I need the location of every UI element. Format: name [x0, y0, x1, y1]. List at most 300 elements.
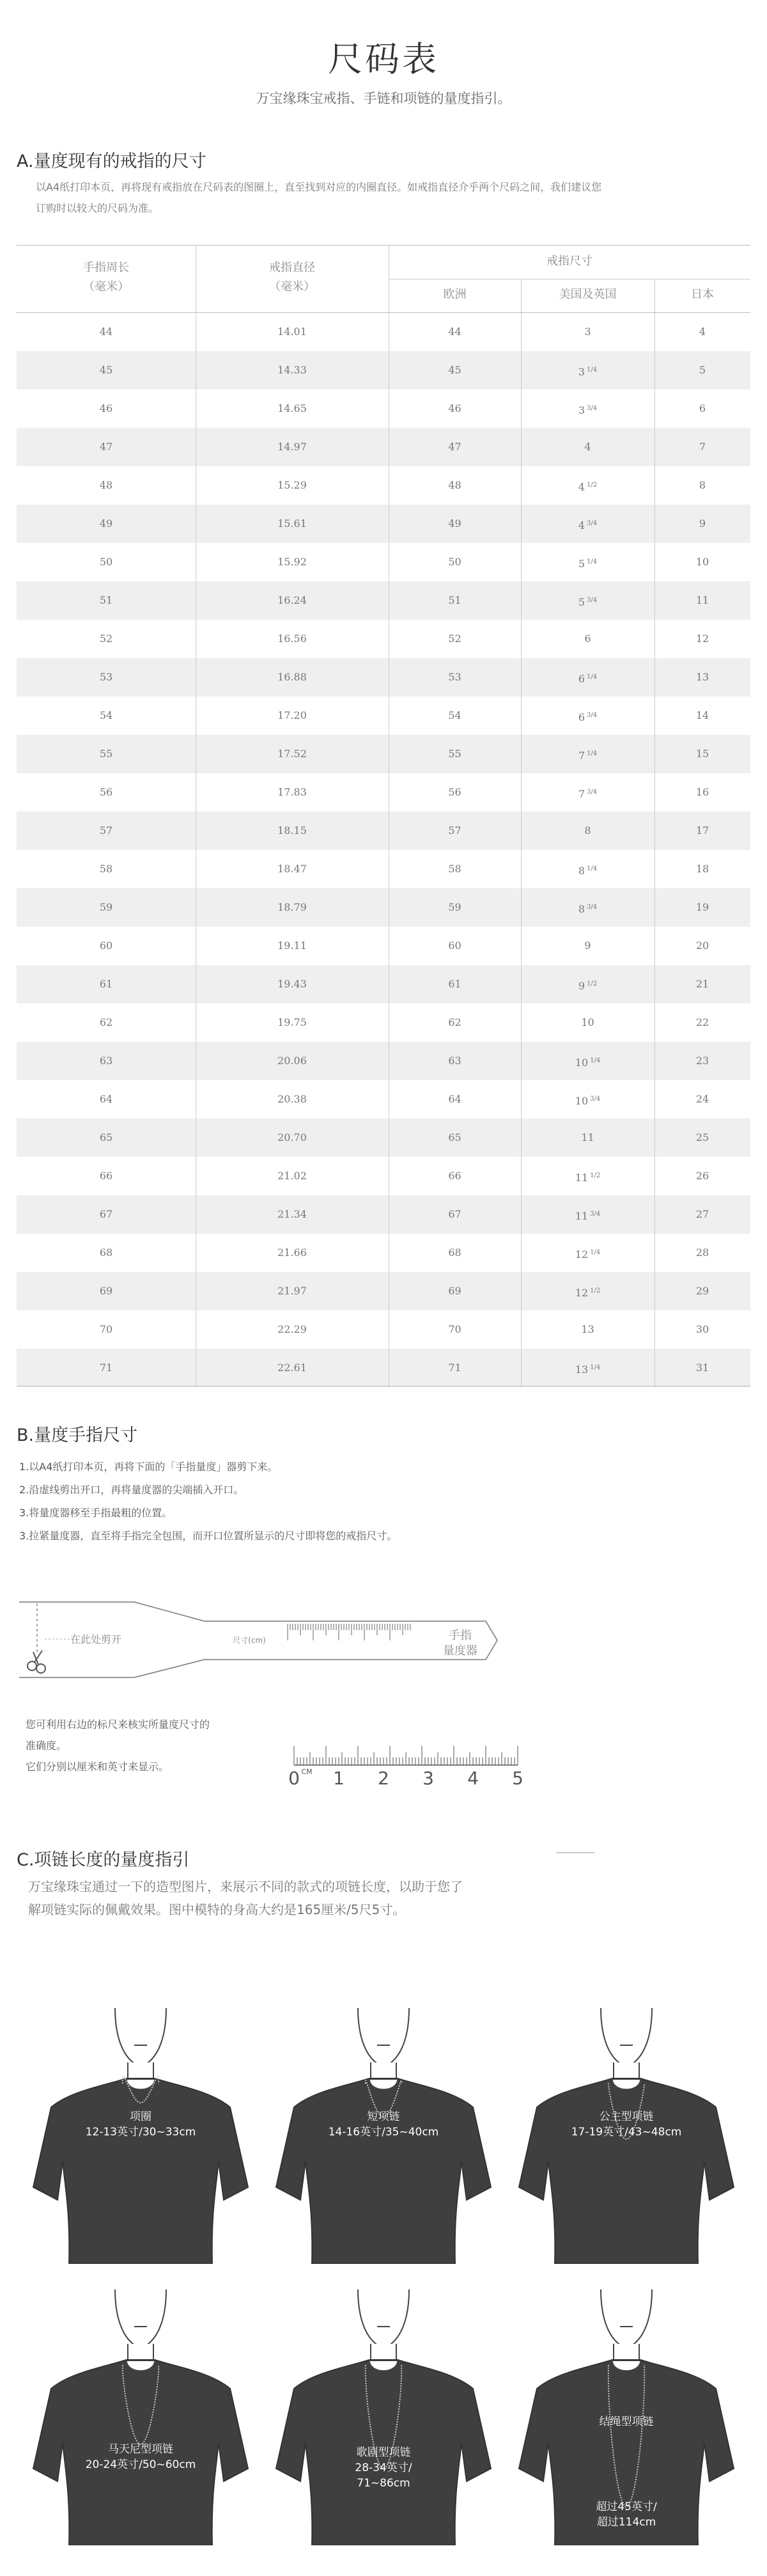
- cell-us-value: 12: [575, 1287, 589, 1299]
- cell-us-value: 12: [575, 1248, 589, 1261]
- divider: [521, 735, 522, 773]
- cell-diameter: [196, 620, 389, 658]
- cell-jp-value: 28: [695, 1246, 709, 1259]
- cell-us-fraction: 3/4: [590, 1211, 601, 1218]
- cell-circumference-value: 65: [99, 1131, 113, 1143]
- cell-jp-value: 22: [695, 1016, 709, 1028]
- cell-us-fraction: 1/2: [587, 980, 598, 987]
- necklace-type-label: 马天尼型项链: [108, 2443, 173, 2456]
- cell-jp: [655, 505, 750, 543]
- cell-jp: [655, 888, 750, 927]
- ruler-number: 1: [333, 1768, 345, 1789]
- cell-circumference: [17, 696, 196, 735]
- table-row: [17, 927, 750, 965]
- table-header: [17, 245, 750, 313]
- cell-jp-value: 15: [695, 748, 709, 760]
- cell-eu-value: 52: [448, 632, 461, 645]
- table-row: [17, 1310, 750, 1349]
- cell-eu: [389, 1042, 521, 1080]
- cell-circumference: [17, 927, 196, 965]
- cell-circumference: [17, 313, 196, 351]
- cell-jp: [655, 620, 750, 658]
- cell-circumference-value: 46: [99, 402, 113, 414]
- cell-eu: [389, 313, 521, 351]
- cell-us: [521, 888, 655, 927]
- ruler-numbers: [333, 1768, 523, 1789]
- step-3: 3.将量度器移至手指最粗的位置。: [19, 1507, 173, 1519]
- cell-eu-value: 49: [448, 517, 461, 530]
- cell-diameter: [196, 850, 389, 888]
- cell-us: [521, 850, 655, 888]
- divider: [521, 1310, 522, 1349]
- cell-us-fraction: 3/4: [587, 405, 598, 412]
- divider: [521, 888, 522, 927]
- cell-circumference: [17, 389, 196, 428]
- table-row: [17, 850, 750, 888]
- cell-circumference-value: 61: [99, 978, 113, 990]
- cell-circumference: [17, 965, 196, 1003]
- cell-us-value: 11: [575, 1210, 589, 1222]
- cell-diameter-value: 14.97: [277, 441, 307, 453]
- necklace-length-label-2: 超过114cm: [596, 2516, 656, 2529]
- cell-jp: [655, 313, 750, 351]
- cell-circumference-value: 58: [99, 863, 113, 875]
- step-4: 3.拉紧量度器，直至将手指完全包围，而开口位置所显示的尺寸即将您的戒指尺寸。: [19, 1530, 398, 1542]
- cell-us: [521, 773, 655, 812]
- cell-diameter: [196, 1003, 389, 1042]
- cell-jp-value: 19: [695, 901, 709, 913]
- divider: [521, 1272, 522, 1310]
- ruler-ticks: [294, 1746, 518, 1765]
- cell-us: [521, 658, 655, 696]
- divider: [521, 389, 522, 428]
- cell-jp: [655, 543, 750, 581]
- table-row: [17, 466, 750, 505]
- cell-us: [521, 696, 655, 735]
- cell-us-value: 6: [584, 632, 591, 645]
- necklace-figure: [505, 1995, 748, 2264]
- divider: [521, 505, 522, 543]
- cell-us-value: 6: [578, 673, 585, 685]
- cell-circumference-value: 52: [99, 632, 113, 645]
- cell-eu-value: 54: [448, 709, 461, 721]
- cell-us-value: 5: [578, 558, 585, 570]
- cell-eu-value: 65: [448, 1131, 461, 1143]
- cell-us: [521, 1349, 655, 1387]
- divider: [521, 313, 522, 351]
- cell-circumference-value: 62: [99, 1016, 113, 1028]
- cell-diameter-value: 17.20: [277, 709, 307, 721]
- cell-jp: [655, 773, 750, 812]
- cell-jp-value: 27: [695, 1208, 709, 1220]
- cell-us-value: 6: [578, 711, 585, 723]
- cell-diameter: [196, 735, 389, 773]
- section-a-title: A.量度现有的戒指的尺寸: [17, 152, 206, 171]
- cell-eu-value: 48: [448, 479, 461, 491]
- cell-diameter-value: 21.97: [277, 1285, 307, 1297]
- table-row: [17, 1195, 750, 1234]
- cell-eu-value: 59: [448, 901, 461, 913]
- cell-diameter: [196, 389, 389, 428]
- cell-jp: [655, 581, 750, 620]
- necklace-figure: [19, 2277, 262, 2545]
- table-body: [17, 313, 750, 1387]
- cell-jp-value: 13: [695, 671, 709, 683]
- cell-eu-value: 58: [448, 863, 461, 875]
- header-ring-size: 戒指尺寸: [546, 255, 593, 268]
- cell-jp: [655, 1234, 750, 1272]
- cell-us-value: 3: [584, 326, 591, 338]
- cell-us: [521, 313, 655, 351]
- cell-eu-value: 64: [448, 1093, 461, 1105]
- header-eu: 欧洲: [443, 288, 467, 301]
- table-row: [17, 812, 750, 850]
- cell-eu: [389, 1080, 521, 1119]
- header-circumference-unit: （毫米）: [83, 280, 129, 294]
- cell-jp: [655, 658, 750, 696]
- cell-circumference-value: 54: [99, 709, 113, 721]
- cell-diameter: [196, 581, 389, 620]
- cell-eu: [389, 850, 521, 888]
- cell-diameter: [196, 927, 389, 965]
- cell-jp: [655, 1310, 750, 1349]
- table-row: [17, 620, 750, 658]
- section-c-note-line1: 万宝缘珠宝通过一下的造型图片，来展示不同的款式的项链长度，以助于您了: [28, 1879, 463, 1894]
- cell-eu: [389, 658, 521, 696]
- cell-circumference: [17, 1080, 196, 1119]
- necklace-type-label: 歌剧型项链: [356, 2446, 411, 2459]
- divider: [521, 1003, 522, 1042]
- cell-jp: [655, 389, 750, 428]
- cell-jp: [655, 850, 750, 888]
- table-row: [17, 735, 750, 773]
- cell-us-fraction: 1/4: [590, 1364, 601, 1371]
- cell-circumference: [17, 543, 196, 581]
- cell-circumference-value: 44: [99, 326, 113, 338]
- cell-us: [521, 505, 655, 543]
- decor-line: [556, 1852, 594, 1853]
- cell-us-value: 7: [578, 788, 585, 800]
- cell-diameter: [196, 1119, 389, 1157]
- cell-diameter-value: 19.75: [277, 1016, 307, 1028]
- necklace-figure: [262, 1995, 505, 2264]
- cell-us-value: 5: [578, 596, 585, 608]
- cell-us: [521, 428, 655, 466]
- section-c-note: [28, 1875, 667, 1921]
- cell-us-fraction: 1/4: [590, 1057, 601, 1064]
- header-circumference-label: 手指周长: [83, 261, 129, 274]
- cell-jp-value: 18: [695, 863, 709, 875]
- cell-circumference: [17, 1310, 196, 1349]
- necklace-length-label: 17-19英寸/43~48cm: [571, 2126, 682, 2139]
- cell-diameter: [196, 1195, 389, 1234]
- table-row: [17, 1042, 750, 1080]
- cell-circumference-value: 59: [99, 901, 113, 913]
- cell-circumference-value: 48: [99, 479, 113, 491]
- cell-eu: [389, 351, 521, 389]
- cell-us: [521, 543, 655, 581]
- necklace-type-label: 短项链: [367, 2110, 400, 2123]
- cell-us: [521, 1310, 655, 1349]
- section-a-note-line2: 订购时以较大的尺码为准。: [36, 202, 159, 214]
- cell-us-fraction: 3/4: [590, 1096, 601, 1103]
- cell-us: [521, 351, 655, 389]
- cell-eu-value: 71: [448, 1362, 461, 1374]
- table-row: [17, 773, 750, 812]
- cell-eu: [389, 581, 521, 620]
- cell-circumference: [17, 620, 196, 658]
- cell-circumference: [17, 812, 196, 850]
- cell-eu-value: 57: [448, 824, 461, 836]
- cell-us-fraction: 1/4: [587, 865, 598, 872]
- divider: [521, 620, 522, 658]
- ruler-number: 3: [422, 1768, 434, 1789]
- cell-circumference-value: 57: [99, 824, 113, 836]
- table-row: [17, 505, 750, 543]
- cell-circumference: [17, 658, 196, 696]
- cell-circumference-value: 60: [99, 939, 113, 952]
- cell-diameter: [196, 1349, 389, 1387]
- cell-eu: [389, 1157, 521, 1195]
- cell-jp-value: 21: [695, 978, 709, 990]
- cell-us-fraction: 1/4: [587, 558, 598, 565]
- necklace-type-label: 结绳型项链: [599, 2415, 654, 2428]
- table-row: [17, 389, 750, 428]
- cell-us-value: 8: [578, 865, 585, 877]
- cell-circumference: [17, 1195, 196, 1234]
- cell-diameter: [196, 466, 389, 505]
- tool-unit-label: 尺寸(cm): [233, 1636, 266, 1645]
- necklace-type-label: 公主型项链: [599, 2110, 654, 2123]
- cell-us-value: 4: [578, 519, 585, 531]
- cell-diameter: [196, 812, 389, 850]
- cell-jp-value: 24: [695, 1093, 709, 1105]
- cell-diameter-value: 17.52: [277, 748, 307, 760]
- cell-circumference-value: 64: [99, 1093, 113, 1105]
- cell-us: [521, 389, 655, 428]
- cell-jp-value: 9: [699, 517, 706, 530]
- cell-jp-value: 10: [695, 556, 709, 568]
- cell-jp: [655, 1080, 750, 1119]
- cell-jp-value: 14: [695, 709, 709, 721]
- cell-circumference-value: 66: [99, 1170, 113, 1182]
- cell-diameter: [196, 1080, 389, 1119]
- ruler-unit: CM: [301, 1768, 313, 1776]
- cell-jp: [655, 1157, 750, 1195]
- step-2: 2.沿虚线剪出开口，再将量度器的尖端插入开口。: [19, 1484, 244, 1496]
- cell-diameter-value: 16.88: [277, 671, 307, 683]
- cell-jp-value: 20: [695, 939, 709, 952]
- cell-diameter-value: 20.70: [277, 1131, 307, 1143]
- cell-diameter-value: 21.66: [277, 1246, 307, 1259]
- cell-us: [521, 620, 655, 658]
- ring-size-table: [17, 245, 750, 1387]
- necklace-length-label: 12-13英寸/30~33cm: [85, 2126, 196, 2139]
- table-row: [17, 543, 750, 581]
- header-circumference: [17, 258, 196, 297]
- cell-eu-value: 68: [448, 1246, 461, 1259]
- section-a-note: [36, 177, 752, 219]
- cell-diameter: [196, 773, 389, 812]
- cell-circumference: [17, 773, 196, 812]
- cell-circumference: [17, 581, 196, 620]
- cell-diameter: [196, 428, 389, 466]
- table-row: [17, 1272, 750, 1310]
- cell-diameter-value: 20.38: [277, 1093, 307, 1105]
- cell-diameter: [196, 313, 389, 351]
- cell-jp: [655, 696, 750, 735]
- ruler-zero: 0: [288, 1768, 300, 1789]
- cell-eu: [389, 1195, 521, 1234]
- cell-circumference-value: 50: [99, 556, 113, 568]
- cell-jp-value: 6: [699, 402, 706, 414]
- cell-eu: [389, 620, 521, 658]
- cell-jp: [655, 466, 750, 505]
- cell-circumference: [17, 351, 196, 389]
- table-row: [17, 1080, 750, 1119]
- cell-eu: [389, 1272, 521, 1310]
- cell-diameter-value: 20.06: [277, 1055, 307, 1067]
- cell-diameter: [196, 543, 389, 581]
- cell-diameter: [196, 1042, 389, 1080]
- table-row: [17, 313, 750, 351]
- cell-eu: [389, 1234, 521, 1272]
- cell-us-fraction: 3/4: [587, 520, 598, 527]
- finger-measure-tool: [19, 1596, 505, 1679]
- table-row: [17, 428, 750, 466]
- necklace-length-label: 超过45英寸/: [596, 2501, 657, 2513]
- divider: [521, 773, 522, 812]
- header-diameter-label: 戒指直径: [269, 261, 315, 274]
- divider: [521, 1349, 522, 1387]
- ruler-note: [26, 1714, 210, 1777]
- cell-jp-value: 25: [695, 1131, 709, 1143]
- cell-us-value: 9: [584, 939, 591, 952]
- ruler-number: 4: [467, 1768, 479, 1789]
- cell-diameter: [196, 1272, 389, 1310]
- cell-jp: [655, 965, 750, 1003]
- cell-circumference: [17, 1349, 196, 1387]
- divider: [521, 1157, 522, 1195]
- cell-eu: [389, 466, 521, 505]
- cell-diameter-value: 18.15: [277, 824, 307, 836]
- reference-ruler: [281, 1720, 531, 1791]
- cell-eu: [389, 543, 521, 581]
- cell-circumference: [17, 850, 196, 888]
- tool-name-label-2: 量度器: [443, 1644, 477, 1658]
- cell-us-value: 8: [578, 903, 585, 915]
- cell-jp-value: 17: [695, 824, 709, 836]
- cell-jp: [655, 1119, 750, 1157]
- cell-circumference: [17, 1119, 196, 1157]
- cell-circumference: [17, 1272, 196, 1310]
- cell-jp: [655, 1272, 750, 1310]
- cell-jp: [655, 1003, 750, 1042]
- cell-circumference: [17, 505, 196, 543]
- cell-circumference: [17, 428, 196, 466]
- cell-us-value: 11: [575, 1172, 589, 1184]
- cell-us: [521, 1042, 655, 1080]
- cell-jp: [655, 1349, 750, 1387]
- cell-circumference-value: 51: [99, 594, 113, 606]
- divider: [521, 351, 522, 389]
- table-row: [17, 658, 750, 696]
- cell-diameter-value: 19.43: [277, 978, 307, 990]
- cell-diameter: [196, 658, 389, 696]
- cell-jp: [655, 927, 750, 965]
- cell-circumference-value: 45: [99, 364, 113, 376]
- cell-diameter-value: 16.56: [277, 632, 307, 645]
- cell-eu-value: 60: [448, 939, 461, 952]
- cell-us: [521, 812, 655, 850]
- cell-us: [521, 735, 655, 773]
- cell-diameter-value: 16.24: [277, 594, 307, 606]
- ruler-note-line3: 它们分别以厘米和英寸来显示。: [26, 1761, 169, 1773]
- divider: [521, 543, 522, 581]
- divider: [521, 581, 522, 620]
- cell-us-fraction: 3/4: [587, 789, 598, 796]
- cell-diameter-value: 22.61: [277, 1362, 307, 1374]
- cell-jp: [655, 1195, 750, 1234]
- necklace-length-label: 20-24英寸/50~60cm: [85, 2458, 196, 2471]
- cell-circumference-value: 69: [99, 1285, 113, 1297]
- section-a-note-line1: 以A4纸打印本页，再将现有戒指放在尺码表的图圈上，直至找到对应的内圈直径。如戒指直径介乎两个尺码之间，我们建议您: [36, 181, 602, 193]
- cell-diameter-value: 14.65: [277, 402, 307, 414]
- cell-eu-value: 61: [448, 978, 461, 990]
- cell-eu-value: 50: [448, 556, 461, 568]
- cell-us-value: 13: [575, 1363, 589, 1376]
- cell-diameter-value: 18.79: [277, 901, 307, 913]
- table-row: [17, 1234, 750, 1272]
- cell-eu: [389, 428, 521, 466]
- cell-jp-value: 26: [695, 1170, 709, 1182]
- divider: [521, 965, 522, 1003]
- cell-us: [521, 1195, 655, 1234]
- cell-us-fraction: 1/2: [590, 1172, 601, 1179]
- divider: [521, 428, 522, 466]
- cell-circumference-value: 53: [99, 671, 113, 683]
- cell-jp-value: 16: [695, 786, 709, 798]
- table-row: [17, 581, 750, 620]
- cell-us-value: 13: [581, 1323, 594, 1335]
- page-title: 尺码表: [328, 39, 439, 79]
- cell-eu: [389, 927, 521, 965]
- table-row: [17, 888, 750, 927]
- header-us: 美国及英国: [559, 288, 617, 301]
- cell-us: [521, 1157, 655, 1195]
- cell-us: [521, 1080, 655, 1119]
- cell-jp-value: 30: [695, 1323, 709, 1335]
- cell-us-fraction: 3/4: [587, 904, 598, 911]
- cell-diameter: [196, 696, 389, 735]
- cell-diameter-value: 14.33: [277, 364, 307, 376]
- cell-eu: [389, 389, 521, 428]
- cell-us: [521, 1272, 655, 1310]
- table-row: [17, 696, 750, 735]
- cell-us: [521, 581, 655, 620]
- cell-jp: [655, 351, 750, 389]
- ruler-number: 2: [378, 1768, 389, 1789]
- necklace-type-label: 项圈: [130, 2110, 151, 2123]
- cell-diameter-value: 19.11: [277, 939, 307, 952]
- cell-circumference-value: 70: [99, 1323, 113, 1335]
- ruler-note-line1: 您可利用右边的标尺来核实所量度尺寸的: [26, 1718, 210, 1731]
- cell-jp-value: 7: [699, 441, 706, 453]
- cell-diameter: [196, 1157, 389, 1195]
- cell-diameter-value: 15.29: [277, 479, 307, 491]
- cell-us-fraction: 1/4: [590, 1249, 601, 1256]
- divider: [521, 812, 522, 850]
